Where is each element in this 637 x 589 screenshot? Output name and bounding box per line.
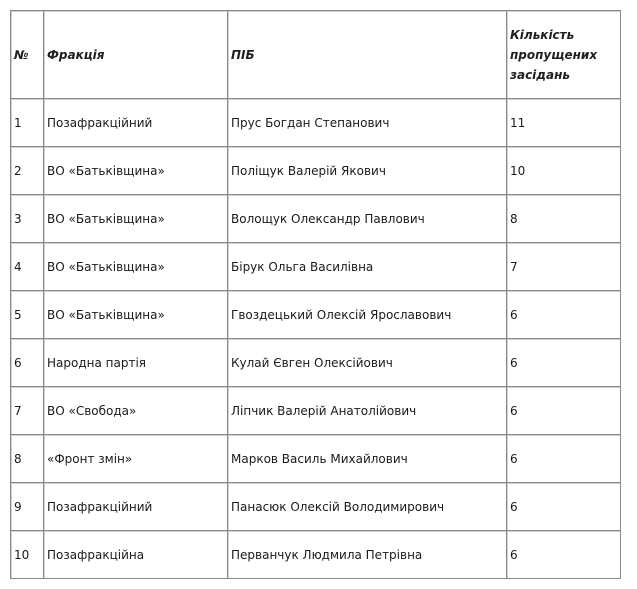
cell-name: Гвоздецький Олексій Ярославович — [228, 291, 507, 339]
cell-faction: «Фронт змін» — [44, 435, 228, 483]
cell-faction: ВО «Батьківщина» — [44, 291, 228, 339]
cell-number: 8 — [11, 435, 44, 483]
table-row — [11, 147, 621, 195]
cell-missed: 10 — [507, 147, 621, 195]
table-row — [11, 243, 621, 291]
cell-number: 1 — [11, 99, 44, 147]
table-row — [11, 387, 621, 435]
table-row — [11, 435, 621, 483]
cell-missed: 6 — [507, 531, 621, 579]
table-row — [11, 531, 621, 579]
header-faction: Фракція — [44, 11, 228, 99]
cell-faction: ВО «Батьківщина» — [44, 195, 228, 243]
cell-number: 7 — [11, 387, 44, 435]
cell-faction: ВО «Батьківщина» — [44, 147, 228, 195]
cell-missed: 8 — [507, 195, 621, 243]
cell-number: 5 — [11, 291, 44, 339]
cell-number: 2 — [11, 147, 44, 195]
table-row — [11, 195, 621, 243]
cell-number: 9 — [11, 483, 44, 531]
cell-name: Панасюк Олексій Володимирович — [228, 483, 507, 531]
cell-number: 3 — [11, 195, 44, 243]
cell-missed: 7 — [507, 243, 621, 291]
cell-missed: 6 — [507, 483, 621, 531]
header-missed-sessions: Кількість пропущених засідань — [507, 11, 621, 99]
cell-name: Перванчук Людмила Петрівна — [228, 531, 507, 579]
absences-table — [10, 10, 621, 579]
table-row — [11, 99, 621, 147]
header-name: ПІБ — [228, 11, 507, 99]
cell-name: Поліщук Валерій Якович — [228, 147, 507, 195]
table-row — [11, 483, 621, 531]
cell-name: Волощук Олександр Павлович — [228, 195, 507, 243]
page-content — [10, 10, 621, 579]
cell-faction: Позафракційний — [44, 483, 228, 531]
cell-name: Прус Богдан Степанович — [228, 99, 507, 147]
cell-number: 6 — [11, 339, 44, 387]
cell-name: Марков Василь Михайлович — [228, 435, 507, 483]
cell-missed: 6 — [507, 291, 621, 339]
cell-number: 10 — [11, 531, 44, 579]
cell-faction: Позафракційний — [44, 99, 228, 147]
cell-faction: ВО «Батьківщина» — [44, 243, 228, 291]
cell-missed: 6 — [507, 339, 621, 387]
cell-number: 4 — [11, 243, 44, 291]
table-row — [11, 339, 621, 387]
cell-name: Бірук Ольга Василівна — [228, 243, 507, 291]
cell-missed: 6 — [507, 435, 621, 483]
cell-faction: Позафракційна — [44, 531, 228, 579]
cell-name: Ліпчик Валерій Анатолійович — [228, 387, 507, 435]
cell-missed: 11 — [507, 99, 621, 147]
cell-faction: ВО «Свобода» — [44, 387, 228, 435]
header-number: № — [11, 11, 44, 99]
table-row — [11, 291, 621, 339]
cell-faction: Народна партія — [44, 339, 228, 387]
cell-name: Кулай Євген Олексійович — [228, 339, 507, 387]
cell-missed: 6 — [507, 387, 621, 435]
table-header-row — [11, 11, 621, 99]
